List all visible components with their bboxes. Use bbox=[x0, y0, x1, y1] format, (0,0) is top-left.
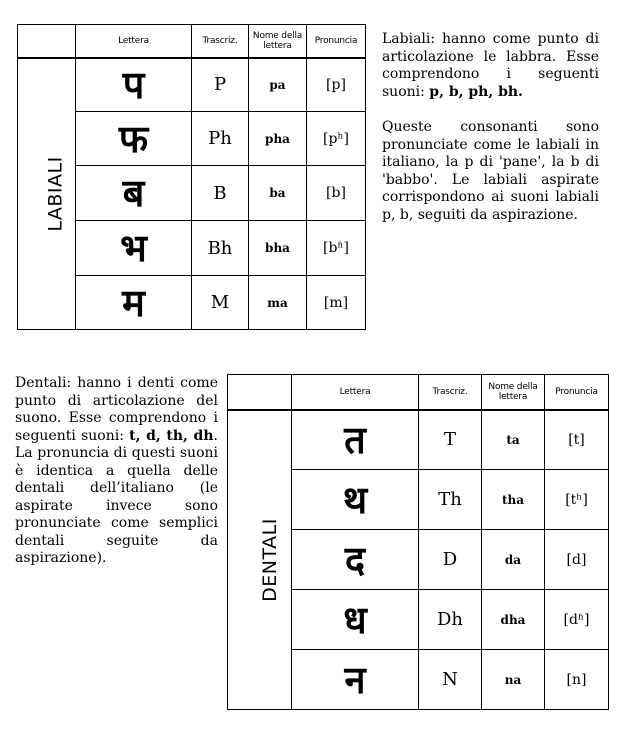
letter-name: da bbox=[482, 530, 545, 590]
labials-intro-text: Labiali: hanno come punto di articolazione le labbra. Esse comprendono i seguenti suoni: bbox=[382, 31, 599, 100]
group-label: LABIALI bbox=[44, 156, 67, 232]
letter-name: ma bbox=[249, 276, 307, 330]
transcription: B bbox=[192, 166, 249, 221]
transcription: P bbox=[192, 58, 249, 112]
dentals-description bbox=[15, 375, 218, 568]
header-letter: Lettera bbox=[292, 375, 419, 410]
devanagari-letter: प bbox=[76, 58, 192, 112]
letter-name: ba bbox=[249, 166, 307, 221]
pronunciation: [t] bbox=[545, 410, 609, 470]
devanagari-letter: थ bbox=[292, 470, 419, 530]
transcription: Dh bbox=[419, 590, 482, 650]
devanagari-letter: फ bbox=[76, 112, 192, 166]
group-label: DENTALI bbox=[258, 517, 281, 602]
pronunciation: [b] bbox=[307, 166, 366, 221]
labials-paragraph-2: Queste consonanti sono pronunciate come le labiali in italiano, la p di 'pane', la b di 'babbo'. Le labiali aspirate corrispondono ai suoni labiali p, b, seguiti da aspirazione. bbox=[382, 119, 599, 223]
header-pronunciation: Pronuncia bbox=[545, 375, 609, 410]
devanagari-letter: म bbox=[76, 276, 192, 330]
devanagari-letter: ब bbox=[76, 166, 192, 221]
letter-name: pha bbox=[249, 112, 307, 166]
header-transcription: Trascriz. bbox=[419, 375, 482, 410]
labials-sounds: p, b, ph, bh. bbox=[429, 83, 523, 100]
dentals-intro-text: Dentali: hanno i denti come punto di articolazione del suono. Esse comprendono i seguenti suoni: bbox=[15, 375, 218, 444]
pronunciation: [m] bbox=[307, 276, 366, 330]
table-row bbox=[228, 410, 609, 470]
transcription: M bbox=[192, 276, 249, 330]
table-corner bbox=[228, 375, 292, 410]
table-row bbox=[18, 58, 366, 112]
header-pronunciation: Pronuncia bbox=[307, 25, 366, 58]
pronunciation: [bʱ] bbox=[307, 221, 366, 276]
table-corner bbox=[18, 25, 76, 58]
transcription: D bbox=[419, 530, 482, 590]
transcription: Th bbox=[419, 470, 482, 530]
header-transcription: Trascriz. bbox=[192, 25, 249, 58]
header-letter: Lettera bbox=[76, 25, 192, 58]
transcription: Ph bbox=[192, 112, 249, 166]
labials-paragraph-1 bbox=[382, 31, 599, 101]
transcription: N bbox=[419, 650, 482, 710]
letter-name: tha bbox=[482, 470, 545, 530]
devanagari-letter: त bbox=[292, 410, 419, 470]
group-label-cell bbox=[228, 410, 292, 710]
pronunciation: [p] bbox=[307, 58, 366, 112]
pronunciation: [d] bbox=[545, 530, 609, 590]
letter-name: pa bbox=[249, 58, 307, 112]
group-label-cell bbox=[18, 58, 76, 330]
pronunciation: [pʰ] bbox=[307, 112, 366, 166]
devanagari-letter: ध bbox=[292, 590, 419, 650]
header-letter-name: Nome della lettera bbox=[249, 25, 307, 58]
header-letter-name: Nome della lettera bbox=[482, 375, 545, 410]
dentals-sounds: t, d, th, dh bbox=[129, 427, 214, 444]
labials-description bbox=[382, 31, 599, 224]
letter-name: dha bbox=[482, 590, 545, 650]
pronunciation: [n] bbox=[545, 650, 609, 710]
pronunciation: [dʱ] bbox=[545, 590, 609, 650]
letter-name: ta bbox=[482, 410, 545, 470]
letter-name: na bbox=[482, 650, 545, 710]
labials-table bbox=[17, 24, 366, 330]
letter-name: bha bbox=[249, 221, 307, 276]
dentals-paragraph bbox=[15, 375, 218, 568]
dentals-header-row bbox=[228, 375, 609, 410]
dentals-table bbox=[227, 374, 609, 710]
transcription: T bbox=[419, 410, 482, 470]
devanagari-letter: न bbox=[292, 650, 419, 710]
devanagari-letter: द bbox=[292, 530, 419, 590]
labials-header-row bbox=[18, 25, 366, 58]
pronunciation: [tʰ] bbox=[545, 470, 609, 530]
dentals-rest-text: . La pronuncia di questi suoni è identica a quella delle dentali dell’italiano (le aspirate invece sono pronunciate come semplici dentali seguite da aspirazione). bbox=[15, 427, 218, 566]
devanagari-letter: भ bbox=[76, 221, 192, 276]
transcription: Bh bbox=[192, 221, 249, 276]
